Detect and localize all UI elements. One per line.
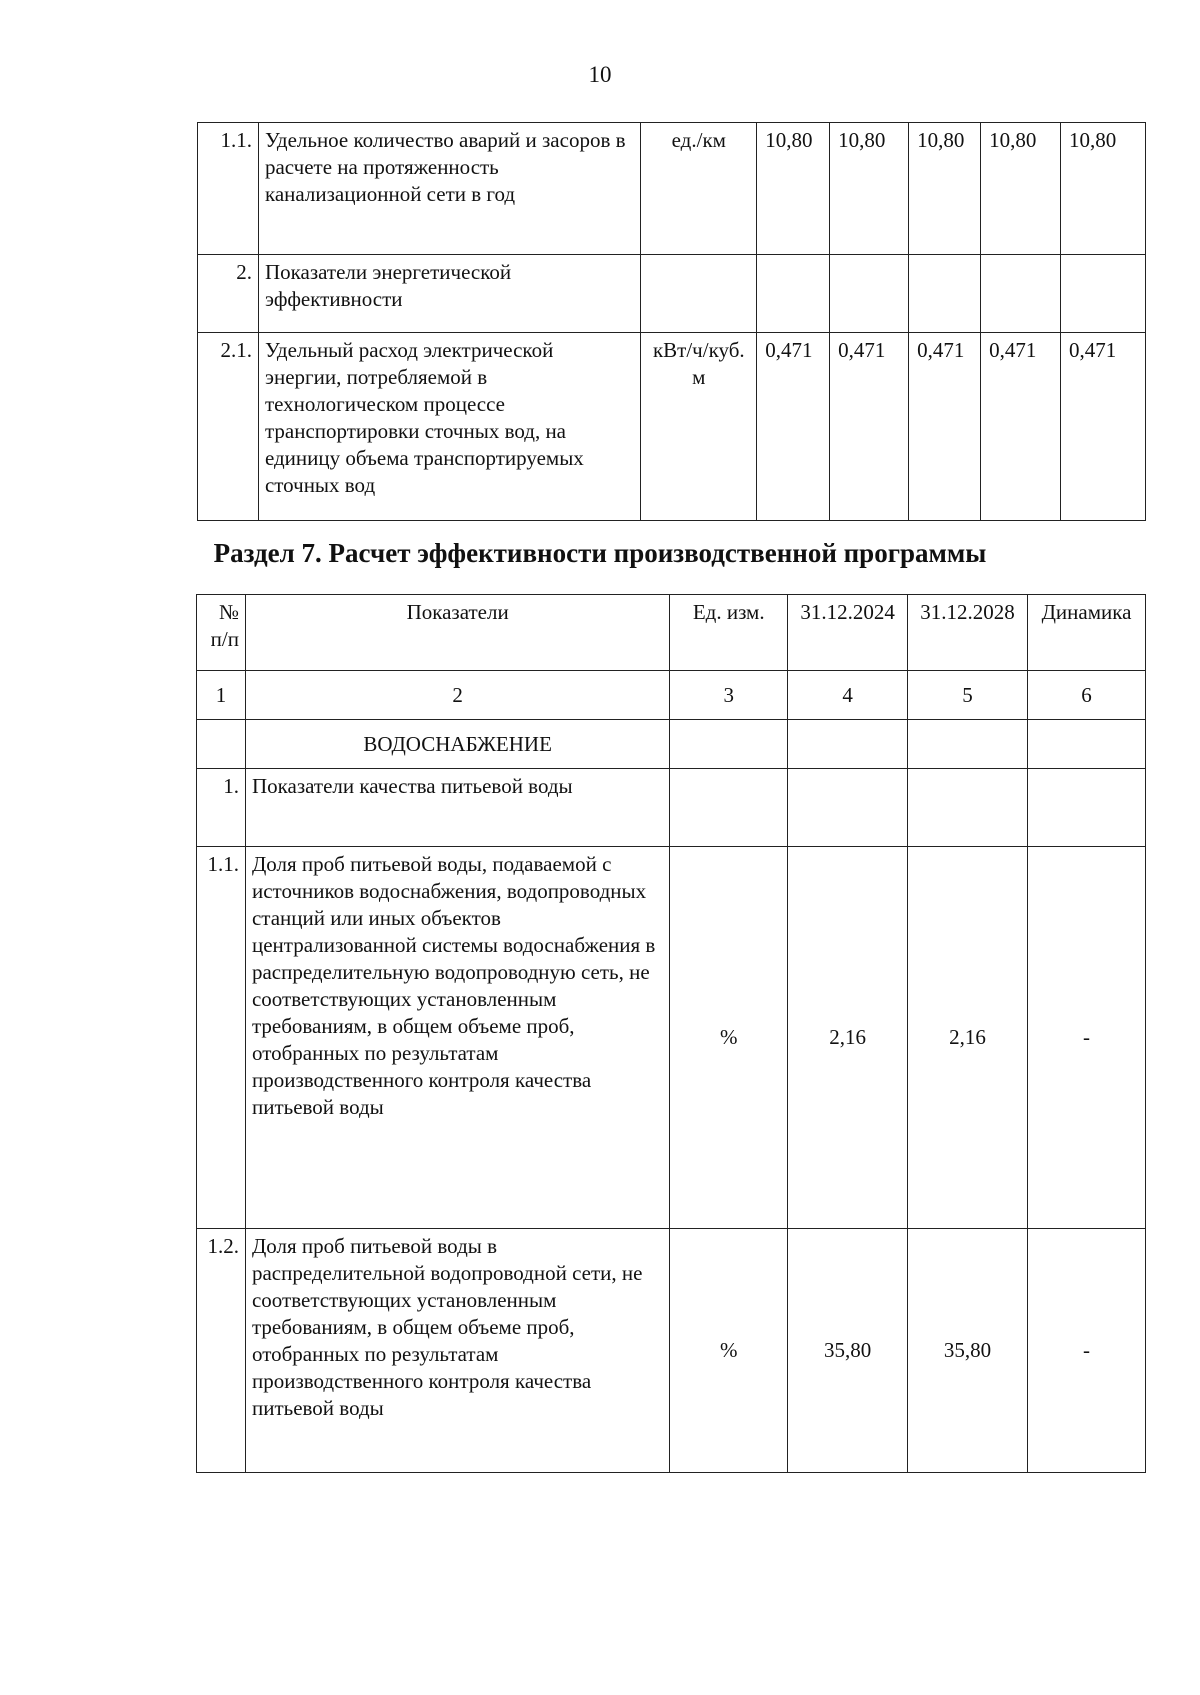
table-row xyxy=(198,255,1146,333)
value: 10,80 xyxy=(830,123,909,255)
value xyxy=(981,255,1061,333)
dynamic: - xyxy=(1028,847,1146,1229)
header-cell: 31.12.2024 xyxy=(788,595,908,671)
indicator-name: Показатели энергетической эффективности xyxy=(258,255,640,333)
value: 10,80 xyxy=(757,123,830,255)
table-row xyxy=(197,769,1146,847)
value xyxy=(1061,255,1146,333)
row-number: 1.1. xyxy=(197,847,246,1229)
unit xyxy=(641,255,757,333)
header-cell: 31.12.2028 xyxy=(908,595,1028,671)
value: 0,471 xyxy=(909,333,981,521)
value xyxy=(757,255,830,333)
value: 0,471 xyxy=(830,333,909,521)
unit: % xyxy=(670,1229,788,1473)
dynamic: - xyxy=(1028,1229,1146,1473)
dynamic xyxy=(1028,769,1146,847)
column-number: 3 xyxy=(670,671,788,720)
value: 10,80 xyxy=(1061,123,1146,255)
efficiency-table xyxy=(196,594,1146,1473)
page-number: 10 xyxy=(588,62,612,87)
table-row xyxy=(197,847,1146,1229)
row-number: 1. xyxy=(197,769,246,847)
header-cell: Показатели xyxy=(245,595,669,671)
table-row xyxy=(198,123,1146,255)
unit: кВт/ч/куб. м xyxy=(641,333,757,521)
value-2024: 35,80 xyxy=(788,1229,908,1473)
indicator-name: Удельное количество аварий и засоров в расчете на протяженность канализационной сети в год xyxy=(258,123,640,255)
unit: ед./км xyxy=(641,123,757,255)
indicator-name: Показатели качества питьевой воды xyxy=(245,769,669,847)
indicator-name: Удельный расход электрической энергии, потребляемой в технологическом процессе транспортировки сточных вод, на единицу объема транспортируемых сточных вод xyxy=(258,333,640,521)
table-row xyxy=(197,1229,1146,1473)
unit: % xyxy=(670,847,788,1229)
value: 0,471 xyxy=(1061,333,1146,521)
value xyxy=(830,255,909,333)
row-number: 2.1. xyxy=(198,333,259,521)
indicator-name: Доля проб питьевой воды в распределительной водопроводной сети, не соответствующих установленным требованиям, в общем объеме проб, отобранных по результатам производственного контроля качества питьевой воды xyxy=(245,1229,669,1473)
value: 0,471 xyxy=(981,333,1061,521)
column-number: 5 xyxy=(908,671,1028,720)
value-2028 xyxy=(908,769,1028,847)
indicators-table-continued xyxy=(197,122,1146,521)
value: 10,80 xyxy=(909,123,981,255)
row-number: 1.2. xyxy=(197,1229,246,1473)
column-number: 6 xyxy=(1028,671,1146,720)
column-number: 2 xyxy=(245,671,669,720)
column-number: 4 xyxy=(788,671,908,720)
value-2024 xyxy=(788,769,908,847)
section-row xyxy=(197,720,1146,769)
value-2024: 2,16 xyxy=(788,847,908,1229)
section-title: Раздел 7. Расчет эффективности производственной программы xyxy=(213,538,987,568)
table-row xyxy=(198,333,1146,521)
value xyxy=(909,255,981,333)
column-number-row xyxy=(197,671,1146,720)
value-2028: 2,16 xyxy=(908,847,1028,1229)
header-row xyxy=(197,595,1146,671)
header-cell: Динамика xyxy=(1028,595,1146,671)
value: 10,80 xyxy=(981,123,1061,255)
row-number: 1.1. xyxy=(198,123,259,255)
header-cell: Ед. изм. xyxy=(670,595,788,671)
column-number: 1 xyxy=(197,671,246,720)
value-2028: 35,80 xyxy=(908,1229,1028,1473)
indicator-name: Доля проб питьевой воды, подаваемой с источников водоснабжения, водопроводных станций или иных объектов централизованной системы водоснабжения в распределительную водопроводную сеть, не соответствующих установленным требованиям, в общем объеме проб, отобранных по результатам производственного контроля качества питьевой воды xyxy=(245,847,669,1229)
unit xyxy=(670,769,788,847)
value: 0,471 xyxy=(757,333,830,521)
row-number: 2. xyxy=(198,255,259,333)
header-cell: № п/п xyxy=(197,595,246,671)
section-label: ВОДОСНАБЖЕНИЕ xyxy=(245,720,669,769)
